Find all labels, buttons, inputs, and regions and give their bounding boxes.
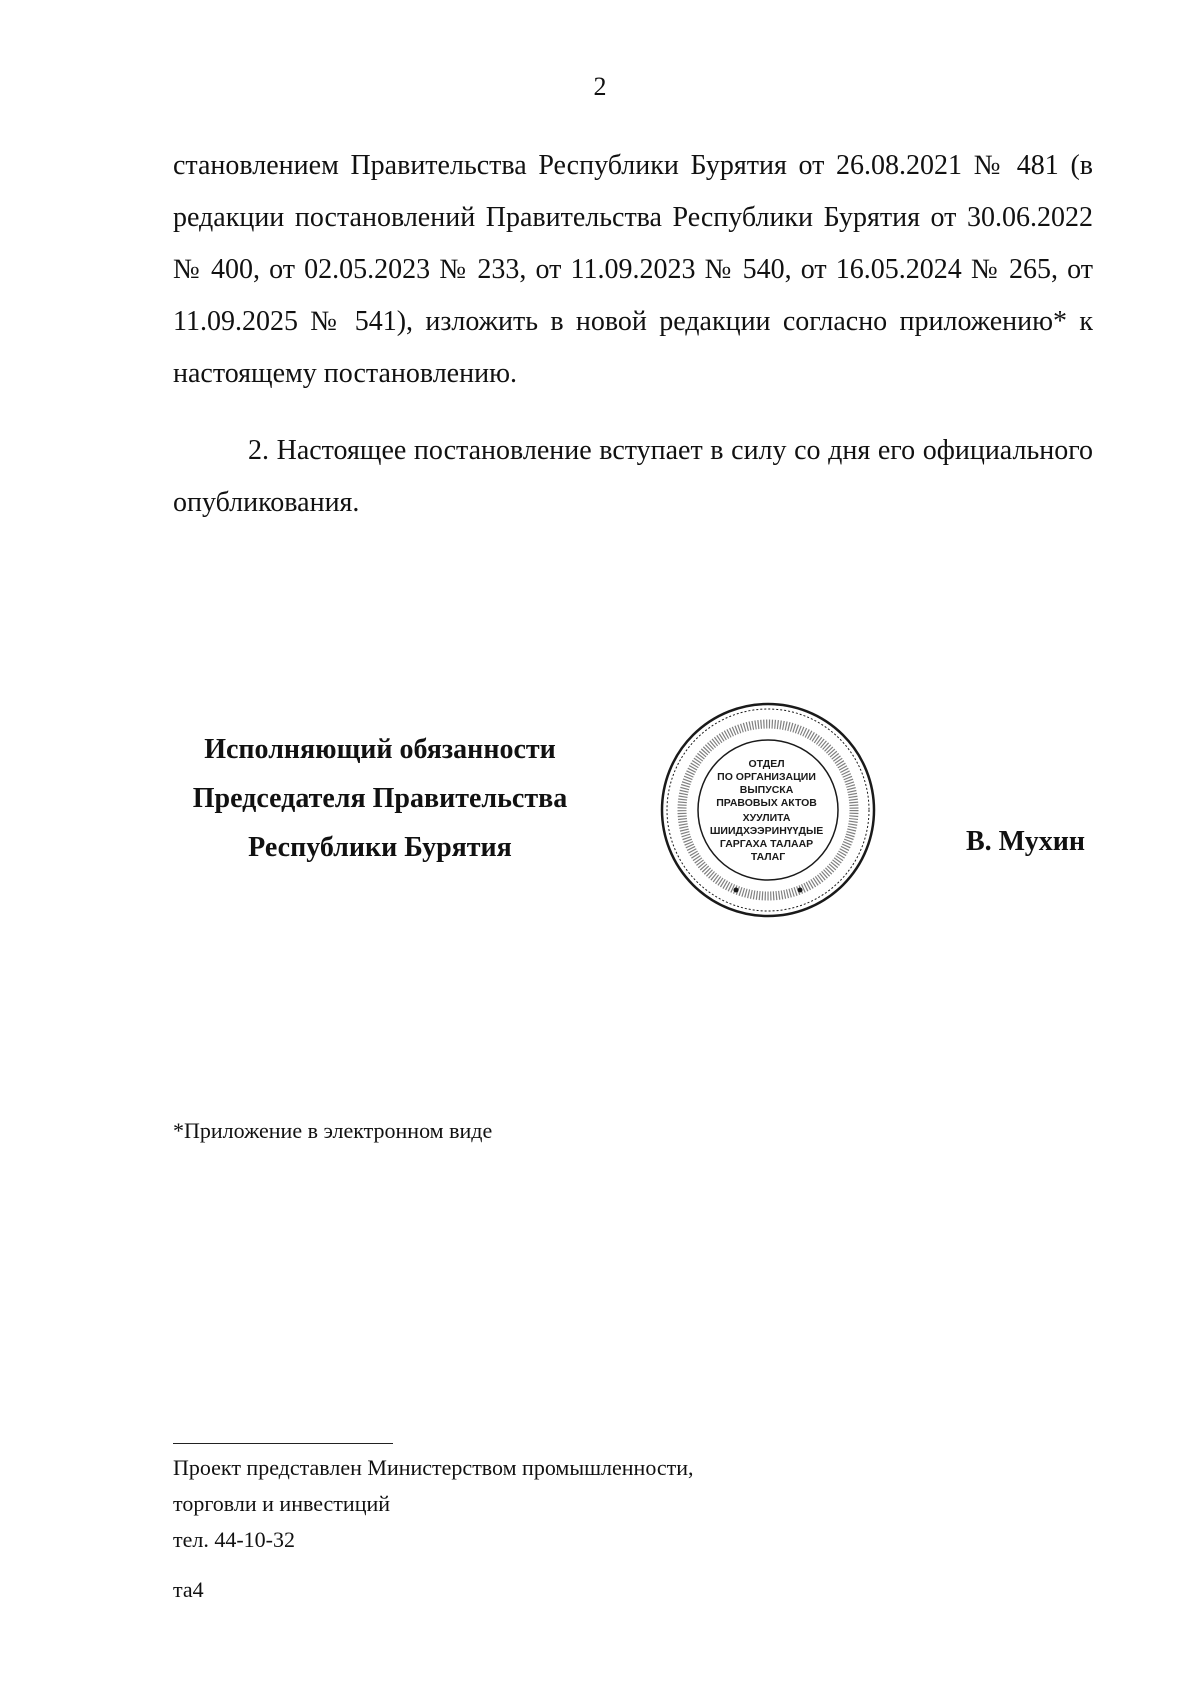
seal-line: ОТДЕЛ	[748, 758, 785, 770]
footnote-divider	[173, 1443, 393, 1444]
document-code: та4	[173, 1577, 204, 1602]
seal-line: ХУУЛИТА	[742, 812, 791, 824]
seal-line: ТАЛАГ	[750, 851, 786, 863]
official-seal	[658, 700, 878, 920]
footer-contact	[173, 1450, 694, 1558]
signatory-title-line: Председателя Правительства	[192, 783, 568, 814]
signatory-title	[180, 725, 580, 872]
signatory-title-line: Республики Бурятия	[248, 832, 512, 863]
seal-line: ВЫПУСКА	[739, 784, 794, 796]
appendix-note: *Приложение в электронном виде	[173, 1118, 493, 1143]
seal-line: ПРАВОВЫХ АКТОВ	[716, 797, 817, 809]
footer-line: торговли и инвестиций	[173, 1491, 391, 1516]
paragraph-continuation: становлением Правительства Республики Бурятия от 26.08.2021 № 481 (в редакции постановлений Правительства Республики Бурятия от 30.06.2022 № 400, от 02.05.2023 № 233, от 11.09.2023 № 540, от 16.05.2024 № 265, от 11.09.2025 № 541), изложить в новой редакции согласно приложению* к настоящему постановлению.	[173, 150, 1093, 389]
page-number: 2	[593, 72, 607, 101]
footer-line: Проект представлен Министерством промышленности,	[173, 1455, 694, 1480]
paragraph-effective-date: 2. Настоящее постановление вступает в силу со дня его официального опубликования.	[173, 435, 1093, 518]
seal-line: ГАРГАХА ТАЛААР	[719, 838, 814, 850]
seal-line: ШИИДХЭЭРИНҮҮДЫЕ	[709, 825, 824, 837]
footer-line: тел. 44-10-32	[173, 1527, 296, 1552]
signatory-title-line: Исполняющий обязанности	[204, 734, 556, 765]
signatory-name: В. Мухин	[966, 826, 1085, 857]
seal-line: ПО ОРГАНИЗАЦИИ	[717, 771, 816, 783]
svg-text:ОТДЕЛ ПО ОРГАНИЗАЦИИ	[710, 758, 826, 863]
